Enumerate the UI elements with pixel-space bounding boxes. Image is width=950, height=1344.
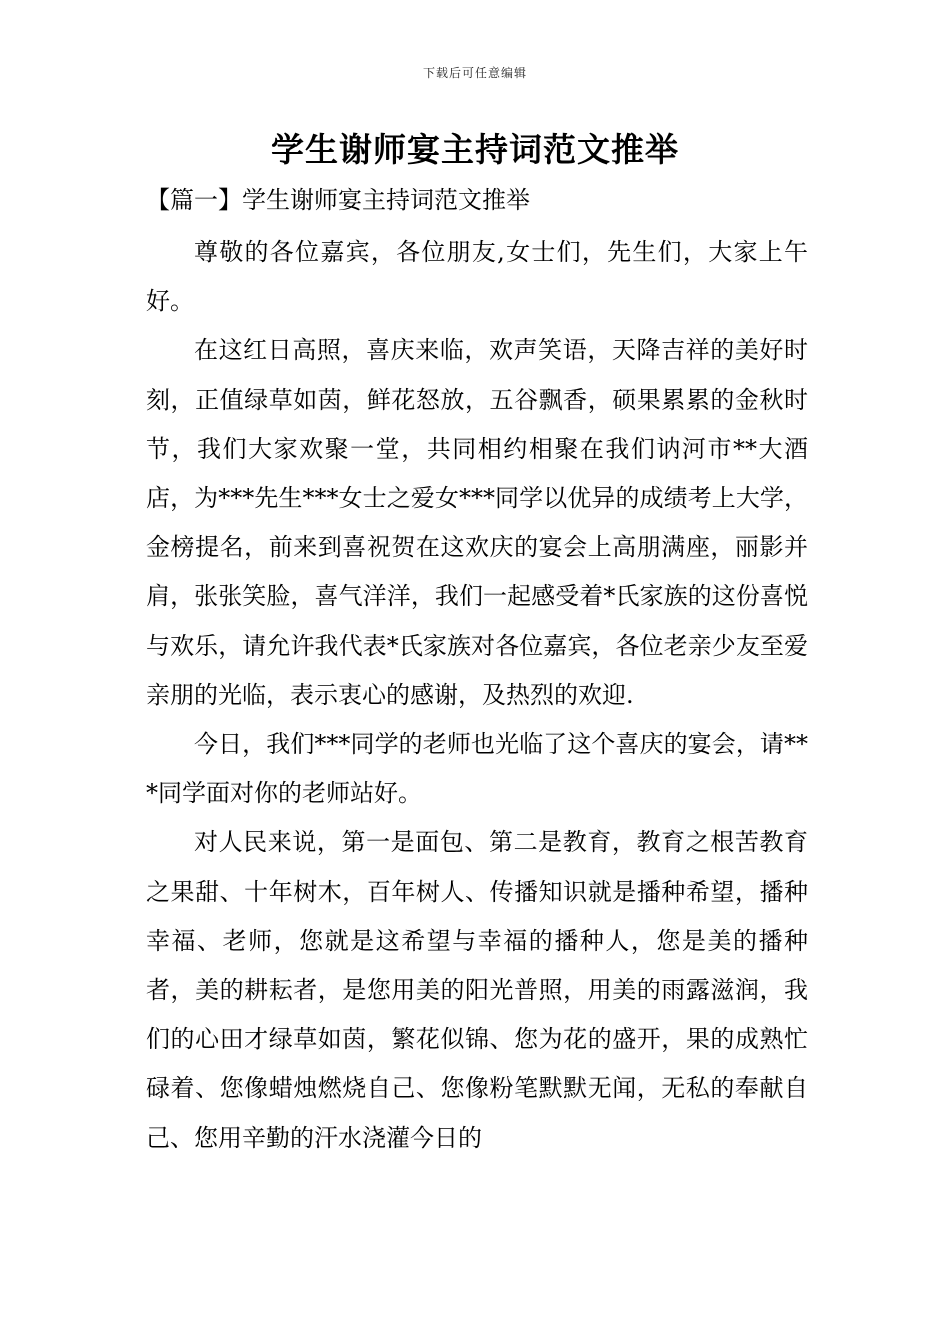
header-note: 下载后可任意编辑 xyxy=(422,66,527,80)
document-title: 学生谢师宴主持词范文推举 xyxy=(271,130,679,169)
document-body xyxy=(146,228,808,1163)
paragraph: 尊敬的各位嘉宾，各位朋友,女士们，先生们，大家上午好。 xyxy=(146,238,808,316)
paragraph: 今日，我们***同学的老师也光临了这个喜庆的宴会，请***同学面对你的老师站好。 xyxy=(146,730,808,808)
section-heading: 【篇一】学生谢师宴主持词范文推举 xyxy=(146,186,530,214)
paragraph: 对人民来说，第一是面包、第二是教育，教育之根苦教育之果甜、十年树木，百年树人、传播知识就是播种希望，播种幸福、老师，您就是这希望与幸福的播种人，您是美的播种者，美的耕耘者，是您用美的阳光普照，用美的雨露滋润，我们的心田才绿草如茵，繁花似锦、您为花的盛开，果的成熟忙碌着、您像蜡烛燃烧自己、您像粉笔默默无闻，无私的奉献自己、您用辛勤的汗水浇灌今日的 xyxy=(146,828,808,1152)
paragraph: 在这红日高照，喜庆来临，欢声笑语，天降吉祥的美好时刻，正值绿草如茵，鲜花怒放，五谷飘香，硕果累累的金秋时节，我们大家欢聚一堂，共同相约相聚在我们讷河市**大酒店，为***先生***女士之爱女***同学以优异的成绩考上大学，金榜提名，前来到喜祝贺在这欢庆的宴会上高朋满座，丽影并肩，张张笑脸，喜气洋洋，我们一起感受着*氏家族的这份喜悦与欢乐，请允许我代表*氏家族对各位嘉宾，各位老亲少友至爱亲朋的光临，表示衷心的感谢，及热烈的欢迎. xyxy=(146,336,808,709)
